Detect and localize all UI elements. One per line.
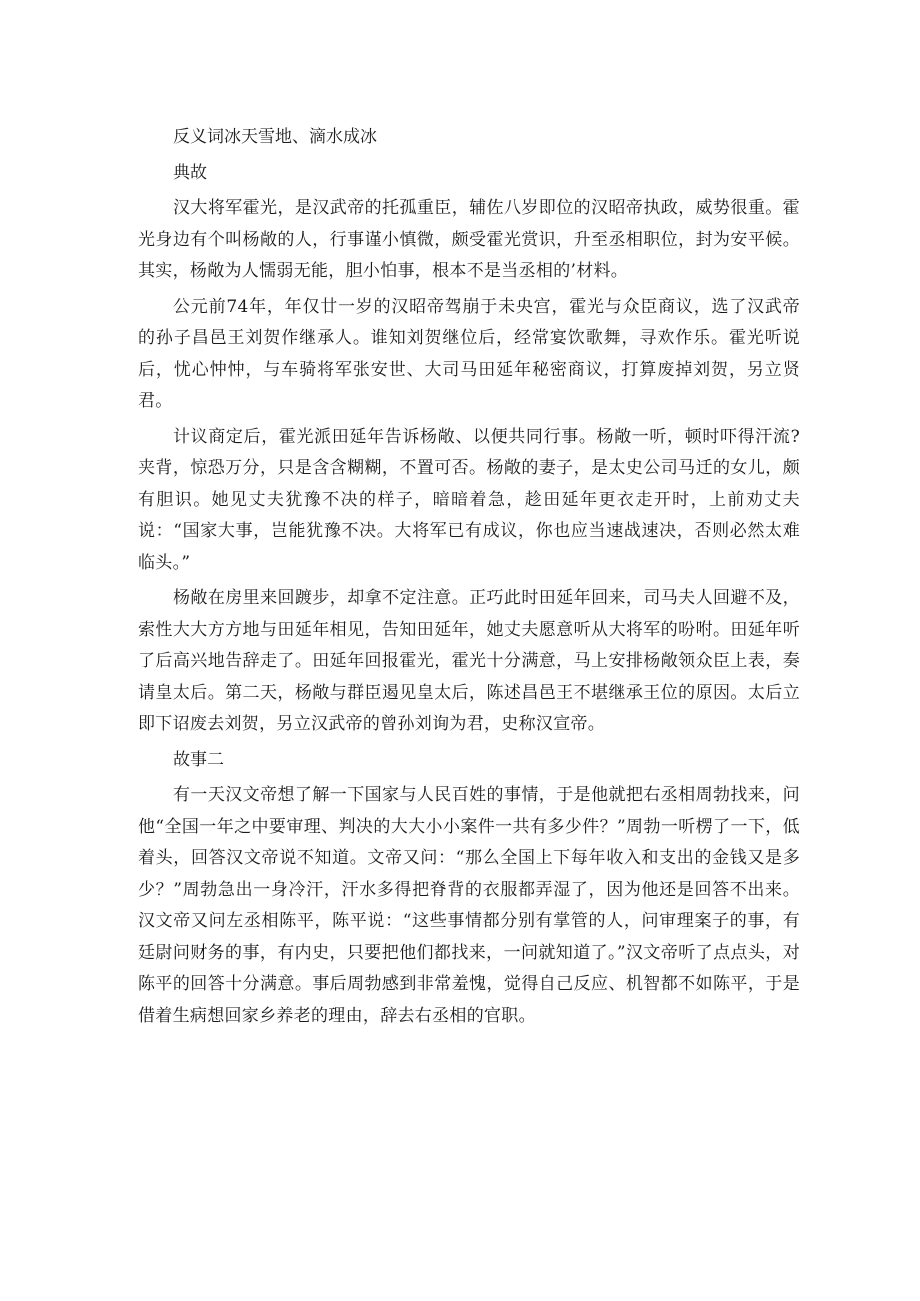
story2-paragraph-1: 有一天汉文帝想了解一下国家与人民百姓的事情，于是他就把右丞相周勃找来，问他“全国一年之中要审理、判决的大大小小案件一共有多少件？”周勃一听楞了一下，低着头，回答汉文帝说不知道。文帝又问：“那么全国上下每年收入和支出的金钱又是多少？”周勃急出一身冷汗，汗水多得把脊背的衣服都弄湿了，因为他还是回答不出来。汉文帝又问左丞相陈平，陈平说：“这些事情都分别有掌管的人，问审理案子的事，有廷尉问财务的事，有内史，只要把他们都找来，一问就知道了。”汉文帝听了点点头，对陈平的回答十分满意。事后周勃感到非常羞愧，觉得自己反应、机智都不如陈平，于是借着生病想回家乡养老的理由，辞去右丞相的官职。 bbox=[138, 785, 800, 1026]
antonyms-line: 反义词冰天雪地、滴水成冰 bbox=[173, 127, 377, 147]
story1-paragraph-1: 汉大将军霍光，是汉武帝的托孤重臣，辅佐八岁即位的汉昭帝执政，威势很重。霍光身边有个叫杨敞的人，行事谨小慎微，颇受霍光赏识，升至丞相职位，封为安平候。其实，杨敞为人懦弱无能，胆小怕事，根本不是当丞相的’材料。 bbox=[138, 198, 800, 281]
allusion-heading: 典故 bbox=[173, 162, 207, 183]
story1-paragraph-3: 计议商定后，霍光派田延年告诉杨敞、以便共同行事。杨敞一听，顿时吓得汗流?夹背，惊恐万分，只是含含糊糊，不置可否。杨敞的妻子，是太史公司马迁的女儿，颇有胆识。她见丈夫犹豫不决的样子，暗暗着急，趁田延年更衣走开时，上前劝丈夫说：“国家大事，岂能犹豫不决。大将军已有成议，你也应当速战速决，否则必然太难临头。” bbox=[138, 426, 800, 573]
document-body bbox=[138, 122, 800, 1036]
story2-heading: 故事二 bbox=[173, 749, 224, 770]
story1-paragraph-4: 杨敞在房里来回踱步，却拿不定注意。正巧此时田延年回来，司马夫人回避不及，索性大大方方地与田延年相见，告知田延年，她丈夫愿意听从大将军的吩咐。田延年听了后高兴地告辞走了。田延年回报霍光，霍光十分满意，马上安排杨敞领众臣上表，奏请皇太后。第二天，杨敞与群臣遏见皇太后，陈述昌邑王不堪继承王位的原因。太后立即下诏废去刘贺，另立汉武帝的曾孙刘询为君，史称汉宣帝。 bbox=[138, 588, 800, 734]
story1-paragraph-2: 公元前74年，年仅廿一岁的汉昭帝驾崩于未央宫，霍光与众臣商议，选了汉武帝的孙子昌邑王刘贺作继承人。谁知刘贺继位后，经常宴饮歌舞，寻欢作乐。霍光听说后，忧心忡忡，与车骑将军张安世、大司马田延年秘密商议，打算废掉刘贺，另立贤君。 bbox=[138, 296, 800, 411]
